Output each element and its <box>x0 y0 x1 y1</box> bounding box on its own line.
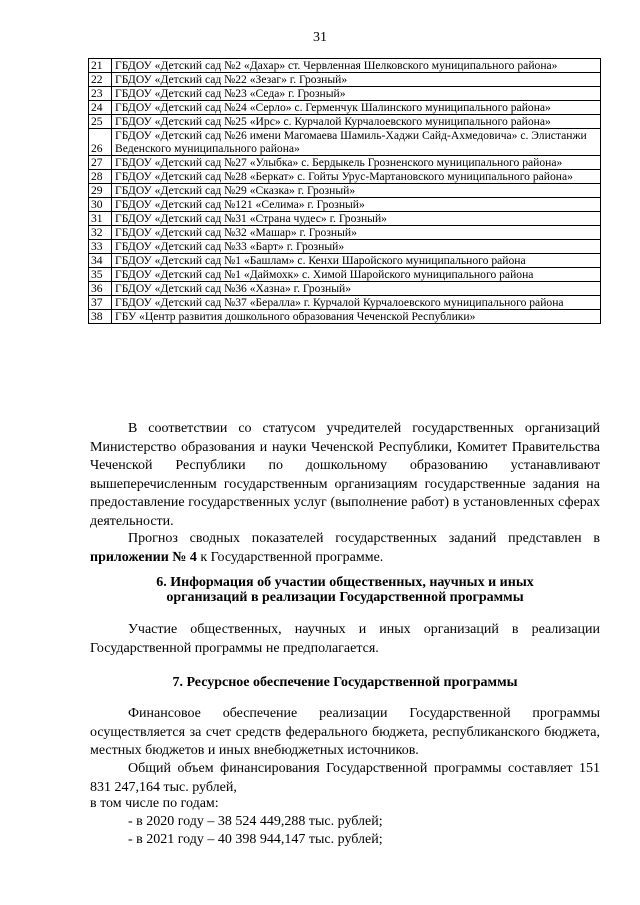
year-2020-line: - в 2020 году – 38 524 449,288 тыс. рублей; <box>128 814 383 829</box>
row-number: 28 <box>89 170 112 184</box>
table-row <box>89 310 601 324</box>
organization-name: ГБДОУ «Детский сад №28 «Беркат» с. Гойты Урус-Мартановского муниципального района» <box>112 170 601 184</box>
organization-name: ГБДОУ «Детский сад №32 «Машар» г. Грозный» <box>112 226 601 240</box>
table-row <box>89 240 601 254</box>
row-number: 29 <box>89 184 112 198</box>
table-row <box>89 268 601 282</box>
organization-name: ГБДОУ «Детский сад №22 «Зезаг» г. Грозный» <box>112 73 601 87</box>
organization-name: ГБУ «Центр развития дошкольного образования Чеченской Республики» <box>112 310 601 324</box>
table-row <box>89 198 601 212</box>
paragraph-total-volume: Общий объем финансирования Государственной программы составляет 151 831 247,164 тыс. рублей, <box>90 761 600 795</box>
table-row <box>89 296 601 310</box>
row-number: 21 <box>89 59 112 73</box>
page-number: 31 <box>313 30 327 45</box>
row-number: 38 <box>89 310 112 324</box>
paragraph-financing: Финансовое обеспечение реализации Государственной программы осуществляется за счет средств федерального бюджета, республиканского бюджета, местных бюджетов и иных внебюджетных источников. <box>90 706 600 758</box>
table-row <box>89 212 601 226</box>
table-row <box>89 59 601 73</box>
organization-name: ГБДОУ «Детский сад №25 «Ирс» с. Курчалой Курчалоевского муниципального района» <box>112 115 601 129</box>
section-6-heading-line2: организаций в реализации Государственной программы <box>166 590 524 605</box>
row-number: 37 <box>89 296 112 310</box>
table-row <box>89 129 601 156</box>
forecast-tail: к Государственной программе. <box>196 549 384 565</box>
table-row <box>89 254 601 268</box>
table-row <box>89 184 601 198</box>
table-row <box>89 282 601 296</box>
row-number: 26 <box>89 129 112 156</box>
table-row <box>89 101 601 115</box>
organization-name: ГБДОУ «Детский сад №2 «Дахар» ст. Червленная Шелковского муниципального района» <box>112 59 601 73</box>
row-number: 32 <box>89 226 112 240</box>
paragraph-forecast <box>90 530 600 567</box>
appendix-reference: приложении № 4 <box>90 549 197 565</box>
section-6-heading <box>90 575 600 605</box>
organization-name: ГБДОУ «Детский сад №1 «Башлам» с. Кенхи Шаройского муниципального района <box>112 254 601 268</box>
row-number: 25 <box>89 115 112 129</box>
organization-name: ГБДОУ «Детский сад №1 «Даймохк» с. Химой Шаройского муниципального района <box>112 268 601 282</box>
table-row <box>89 87 601 101</box>
years-intro: в том числе по годам: <box>90 796 219 811</box>
row-number: 27 <box>89 156 112 170</box>
organization-name: ГБДОУ «Детский сад №24 «Серло» с. Герменчук Шалинского муниципального района» <box>112 101 601 115</box>
row-number: 22 <box>89 73 112 87</box>
year-2021-line: - в 2021 году – 40 398 944,147 тыс. рублей; <box>128 832 383 847</box>
organization-name: ГБДОУ «Детский сад №31 «Страна чудес» г. Грозный» <box>112 212 601 226</box>
table-row <box>89 115 601 129</box>
organization-name: ГБДОУ «Детский сад №27 «Улыбка» с. Бердыкель Грозненского муниципального района» <box>112 156 601 170</box>
table-row <box>89 73 601 87</box>
row-number: 23 <box>89 87 112 101</box>
organization-name: ГБДОУ «Детский сад №36 «Хазна» г. Грозный» <box>112 282 601 296</box>
organization-name: ГБДОУ «Детский сад №121 «Селима» г. Грозный» <box>112 198 601 212</box>
organization-name: ГБДОУ «Детский сад №33 «Барт» г. Грозный» <box>112 240 601 254</box>
row-number: 33 <box>89 240 112 254</box>
organizations-table <box>88 58 601 324</box>
row-number: 24 <box>89 101 112 115</box>
table-row <box>89 170 601 184</box>
paragraph-founders: В соответствии со статусом учредителей государственных организаций Министерство образования и науки Чеченской Республики, Комитет Правительства Чеченской Республики по дошкольному образованию устанавливают вышеперечисленным государственным организациям государственные задания на предоставление государственных услуг (выполнение работ) в установленных сферах деятельности. <box>90 421 600 529</box>
paragraph-participation: Участие общественных, научных и иных организаций в реализации Государственной программы не предполагается. <box>90 622 600 656</box>
row-number: 31 <box>89 212 112 226</box>
row-number: 30 <box>89 198 112 212</box>
table-row <box>89 226 601 240</box>
organization-name: ГБДОУ «Детский сад №23 «Седа» г. Грозный» <box>112 87 601 101</box>
table-row <box>89 156 601 170</box>
organization-name: ГБДОУ «Детский сад №26 имени Магомаева Шамиль-Хаджи Сайд-Ахмедовича» с. Элистанжи Веденского муниципального района» <box>112 129 601 156</box>
section-6-heading-line1: 6. Информация об участии общественных, научных и иных <box>156 575 534 590</box>
organization-name: ГБДОУ «Детский сад №37 «Бералла» г. Курчалой Курчалоевского муниципального района <box>112 296 601 310</box>
row-number: 35 <box>89 268 112 282</box>
row-number: 34 <box>89 254 112 268</box>
section-7-heading: 7. Ресурсное обеспечение Государственной программы <box>172 675 518 690</box>
row-number: 36 <box>89 282 112 296</box>
organization-name: ГБДОУ «Детский сад №29 «Сказка» г. Грозный» <box>112 184 601 198</box>
forecast-text: Прогноз сводных показателей государственных заданий представлен в <box>128 531 600 546</box>
